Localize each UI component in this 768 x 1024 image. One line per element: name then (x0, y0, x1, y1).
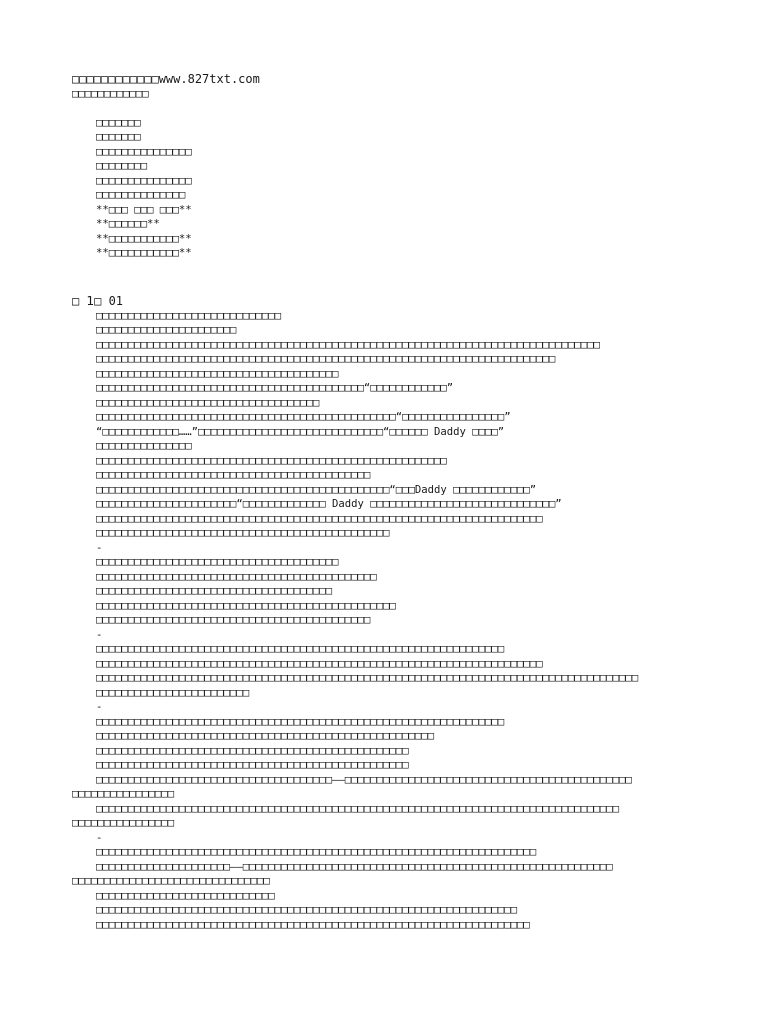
body-line: □□□□□□□□□□□□□□□□□□□□□□□□□□□□□□□□□□□□□□□□□□□□□□□□□□□□□□□□□□□□□□□□□□□□□□□□□□□□□□□ (96, 338, 600, 351)
meta-block (72, 116, 712, 261)
body-line: □□□□□□□□□□□□□□□□□□□□□□□□□□□□□□□□□□□□□□□□□□□□□□“□□□Daddy □□□□□□□□□□□□” (96, 483, 537, 496)
body-line: □□□□□□□□□□□□□□□□□□□□□□□□□□□□□□□□□□□□□ (96, 585, 332, 597)
body-line: □□□□□□□□□□□□□□□□□□□□□□□□□□□□□ (96, 309, 281, 322)
body-line: □□□□□□□□□□□□□□□□□□□□□□□□□□□□□□□□□□□□□□□□□□□□□□□□□□□□□□□□□□□□□□□□□□□□□ (96, 846, 537, 858)
chapter-title-prefix: □ (72, 293, 80, 308)
source-subline: □□□□□□□□□□□□ (72, 87, 149, 100)
body-line: □□□□□□□□□□□□□□□□□□□□□□□□□□□□□□□□□□□□□□□□□□□□□□□□□□□□□□□□□□□□□□□□□□□□□□ (96, 657, 543, 670)
meta-line: **□□□□□□□□□□□** (96, 232, 192, 245)
body-line: “□□□□□□□□□□□□……”□□□□□□□□□□□□□□□□□□□□□□□□□□□□□“□□□□□□ Daddy □□□□” (96, 425, 505, 438)
body-line: □□□□□□□□□□□□□□□□□□□□□□□□□□□□□□□□□□□□□□□□□□□□□□□□□□□□□ (96, 730, 435, 742)
chapter-title-suffix: 01 (108, 293, 124, 308)
body-line: □□□□□□□□□□□□□□□□□□□□□□□□□□□□□□□□□□□□□□□□□□□□□□□□□□□□□□□ (96, 454, 447, 467)
body-line: □□□□□□□□□□□□□□□□□□□□□——□□□□□□□□□□□□□□□□□□□□□□□□□□□□□□□□□□□□□□□□□□□□□□□□□□□□□□□□□□ (96, 860, 613, 873)
chapter-number: 1 (86, 293, 95, 308)
body-line: □□□□□□□□□□□□□□□□□□□□□□“□□□□□□□□□□□□□ Daddy □□□□□□□□□□□□□□□□□□□□□□□□□□□□□” (96, 498, 562, 510)
body-line: □□□□□□□□□□□□□□□□□□□□□□□□□□□□□□□□□□□□□□□□□□□□□□□□□□□□□□□□□□□□□□□□□□□□□□□□□□□□□□□□□□ (96, 802, 619, 815)
meta-line: **□□□□□□** (96, 218, 160, 230)
meta-line: □□□□□□□□ (96, 160, 148, 172)
body-line: □□□□□□□□□□□□□□□□□□□□□□□□□□□□□□□□□□□□□□□□□□□□□□□□□□□□□□□□□□□□□□□□□□□□□□ (96, 512, 543, 525)
meta-line: **□□□ □□□ □□□** (96, 203, 192, 216)
chapter-body (72, 309, 712, 933)
body-line: □□□□□□□□□□□□□□□□□□□□□□□□□□□□□□□□□□□□□□□□□□□□□□ (96, 527, 390, 539)
body-line: □□□□□□□□□□□□□□□□□□□□□□□□□□□□□□□□□□□□□□□□□□“□□□□□□□□□□□□” (96, 382, 454, 394)
body-line: □□□□□□□□□□□□□□□□□□□□□□□□□□□□□□□□□□□□□□□□□□□ (96, 614, 371, 626)
meta-line: □□□□□□□ (96, 116, 141, 129)
meta-line: □□□□□□□□□□□□□□□ (96, 174, 192, 187)
body-line: □□□□□□□□□□□□□□□□□□□□□□□□□□□□□□□□□□□ (96, 396, 320, 409)
body-line: □□□□□□□□□□□□□□□□□□□□□□□□□□□□□□□□□□□□□□□□□□□□□□□ (96, 599, 396, 612)
body-line: □□□□□□□□□□□□□□□□□□□□□□□□□□□□□□□□□□□□□□□□□□□□ (96, 570, 377, 583)
body-line: □□□□□□□□□□□□□□□□□□□□□□□□□□□□□□□□□□□□□□□□□□□ (96, 469, 371, 481)
chapter-heading (72, 294, 712, 309)
body-line: □□□□□□□□□□□□□□□□□□□□□□□□□□□□□□□□□□□□□□□□□□□□□□□□□ (96, 759, 409, 771)
body-line: □□□□□□□□□□□□□□□□ (72, 788, 175, 800)
spacer (72, 261, 712, 290)
body-line: □□□□□□□□□□□□□□□□ (72, 817, 175, 829)
source-site: www.827txt.com (158, 72, 260, 86)
meta-line: **□□□□□□□□□□□** (96, 247, 192, 259)
body-line: □□□□□□□□□□□□□□□□□□□□□□□□□□□□□□□□□□□□□□ (96, 556, 339, 568)
body-line: □□□□□□□□□□□□□□□□□□□□□□□□ (96, 686, 250, 699)
section-separator: - (96, 831, 103, 844)
body-line: □□□□□□□□□□□□□□□ (96, 440, 192, 452)
section-separator: - (96, 541, 103, 554)
section-separator: - (96, 701, 103, 713)
body-line: □□□□□□□□□□□□□□□□□□□□□□□□□□□□□□□ (72, 875, 270, 887)
body-line: □□□□□□□□□□□□□□□□□□□□□□□□□□□□□□□□□□□□□□□□□□□□□□□“□□□□□□□□□□□□□□□□” (96, 411, 511, 423)
spacer (72, 101, 712, 116)
body-line: □□□□□□□□□□□□□□□□□□□□□□ (96, 324, 237, 336)
body-line: □□□□□□□□□□□□□□□□□□□□□□□□□□□□□□□□□□□□□□□□□□□□□□□□□□□□□□□□□□□□□□□□□□□□□□□□ (96, 353, 556, 365)
meta-line: □□□□□□□□□□□□□□ (96, 189, 186, 201)
body-line: □□□□□□□□□□□□□□□□□□□□□□□□□□□□□□□□□□□□□□□□□□□□□□□□□ (96, 744, 409, 757)
meta-line: □□□□□□□ (96, 131, 141, 143)
body-line: □□□□□□□□□□□□□□□□□□□□□□□□□□□□□□□□□□□□□□ (96, 367, 339, 380)
section-separator: - (96, 628, 103, 641)
source-prefix: □□□□□□□□□□□□ (72, 72, 159, 86)
meta-line: □□□□□□□□□□□□□□□ (96, 145, 192, 158)
chapter-title-mid: □ (94, 293, 102, 308)
body-line: □□□□□□□□□□□□□□□□□□□□□□□□□□□□□□□□□□□□□□□□□□□□□□□□□□□□□□□□□□□□□□□□□□□□ (96, 918, 530, 931)
body-line: □□□□□□□□□□□□□□□□□□□□□□□□□□□□□□□□□□□□□——□□□□□□□□□□□□□□□□□□□□□□□□□□□□□□□□□□□□□□□□□□□□□ (96, 773, 632, 786)
body-line: □□□□□□□□□□□□□□□□□□□□□□□□□□□□□□□□□□□□□□□□□□□□□□□□□□□□□□□□□□□□□□□□ (96, 643, 505, 655)
body-line: □□□□□□□□□□□□□□□□□□□□□□□□□□□□ (96, 889, 275, 902)
body-line: □□□□□□□□□□□□□□□□□□□□□□□□□□□□□□□□□□□□□□□□□□□□□□□□□□□□□□□□□□□□□□□□ (96, 715, 505, 728)
body-line: □□□□□□□□□□□□□□□□□□□□□□□□□□□□□□□□□□□□□□□□□□□□□□□□□□□□□□□□□□□□□□□□□□ (96, 904, 517, 916)
source-line (72, 72, 712, 87)
document-page (72, 72, 712, 932)
body-line: □□□□□□□□□□□□□□□□□□□□□□□□□□□□□□□□□□□□□□□□□□□□□□□□□□□□□□□□□□□□□□□□□□□□□□□□□□□□□□□□□□□□□ (96, 672, 639, 684)
